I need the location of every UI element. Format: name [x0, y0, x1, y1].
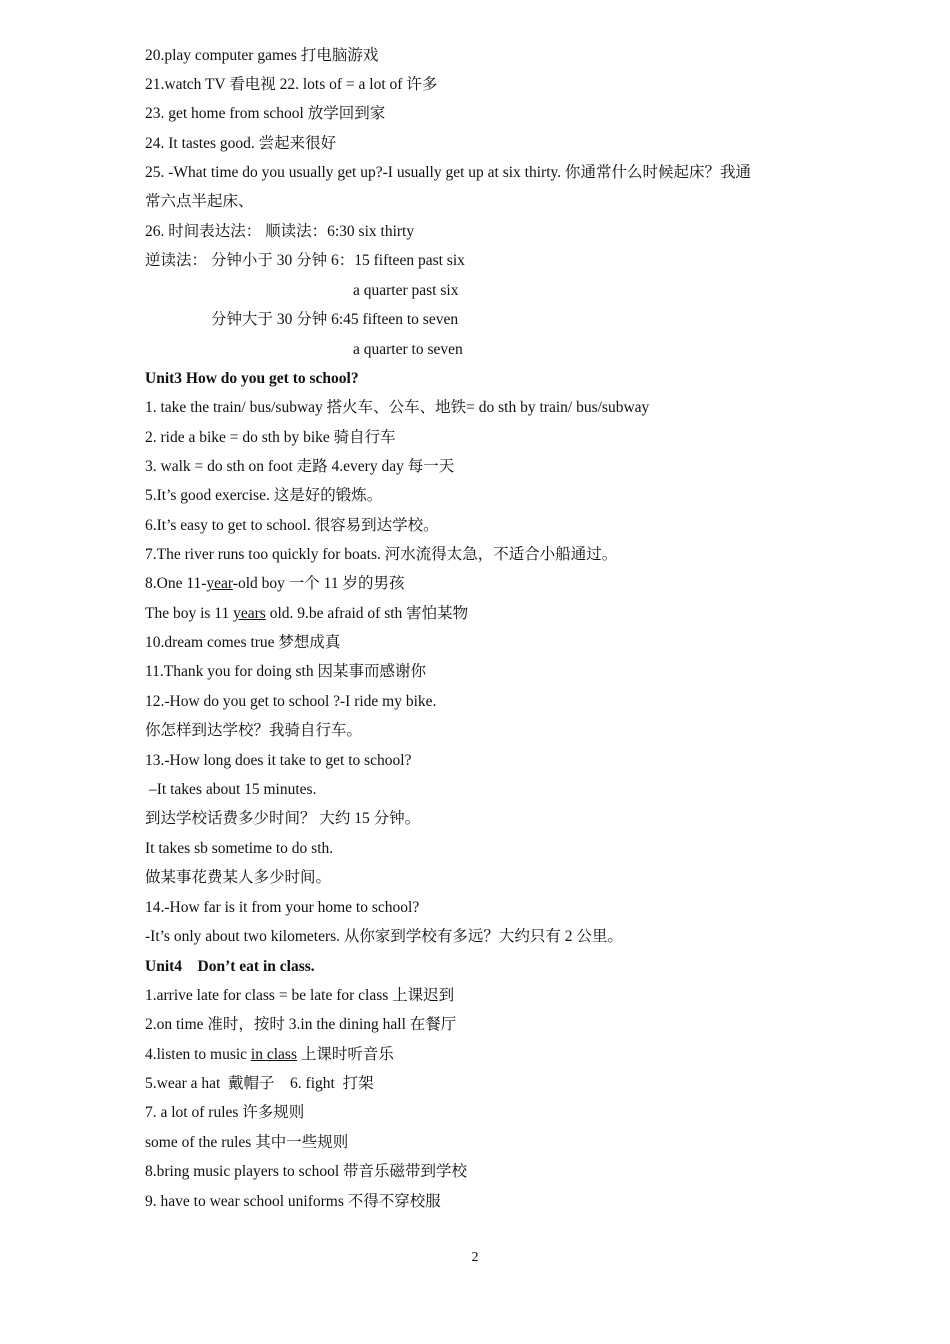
- text-segment: 4.listen to music: [145, 1046, 251, 1063]
- text-line: 常六点半起床、: [145, 193, 254, 210]
- text-line: 1.arrive late for class = be late for class 上课迟到: [145, 987, 455, 1004]
- underlined-word: in class: [250, 1046, 297, 1063]
- text-line: 做某事花费某人多少时间。: [145, 869, 332, 886]
- text-line: 8.bring music players to school 带音乐磁带到学校: [145, 1163, 468, 1180]
- text-line: 7.The river runs too quickly for boats. 河水流得太急，不适合小船通过。: [145, 546, 618, 563]
- text-line: [145, 1045, 394, 1065]
- text-line: 3. walk = do sth on foot 走路 4.every day 每一天: [145, 458, 455, 475]
- text-line: -It’s only about two kilometers. 从你家到学校有多远？大约只有 2 公里。: [145, 928, 623, 945]
- text-line: some of the rules 其中一些规则: [145, 1134, 349, 1151]
- text-line: 24. It tastes good. 尝起来很好: [145, 135, 337, 152]
- section-heading: Unit3 How do you get to school?: [145, 370, 359, 387]
- text-line: –It takes about 15 minutes.: [149, 781, 317, 798]
- text-line: It takes sb sometime to do sth.: [145, 840, 334, 857]
- text-segment: 上课时听音乐: [296, 1046, 394, 1063]
- text-line: 到达学校话费多少时间？ 大约 15 分钟。: [145, 810, 421, 827]
- text-line: 11.Thank you for doing sth 因某事而感谢你: [145, 663, 426, 680]
- text-line: 25. -What time do you usually get up?-I usually get up at six thirty. 你通常什么时候起床？我通: [145, 164, 751, 181]
- text-line: 9. have to wear school uniforms 不得不穿校服: [145, 1193, 441, 1210]
- text-line: 10.dream comes true 梦想成真: [145, 634, 341, 651]
- text-line: 5.It’s good exercise. 这是好的锻炼。: [145, 487, 383, 504]
- text-line: a quarter past six: [353, 282, 459, 299]
- text-line: 21.watch TV 看电视 22. lots of = a lot of 许多: [145, 76, 438, 93]
- text-line: a quarter to seven: [353, 341, 463, 358]
- underlined-word: year: [206, 575, 233, 592]
- text-line: 5.wear a hat 戴帽子 6. fight 打架: [145, 1075, 374, 1092]
- text-line: [145, 574, 404, 594]
- text-line: [145, 604, 468, 624]
- text-line: 7. a lot of rules 许多规则: [145, 1104, 305, 1121]
- text-line: 2. ride a bike = do sth by bike 骑自行车: [145, 429, 396, 446]
- text-line: 2.on time 准时，按时 3.in the dining hall 在餐厅: [145, 1016, 457, 1033]
- text-line: 1. take the train/ bus/subway 搭火车、公车、地铁= do sth by train/ bus/subway: [145, 399, 650, 416]
- text-line: 20.play computer games 打电脑游戏: [145, 47, 379, 64]
- text-line: 12.-How do you get to school ?-I ride my bike.: [145, 693, 437, 710]
- underlined-word: years: [233, 605, 266, 622]
- text-segment: 8.One 11-: [145, 575, 207, 592]
- text-line: 23. get home from school 放学回到家: [145, 105, 386, 122]
- text-line: 6.It’s easy to get to school. 很容易到达学校。: [145, 517, 439, 534]
- text-line: 14.-How far is it from your home to school?: [145, 899, 420, 916]
- text-segment: The boy is 11: [145, 605, 234, 622]
- text-line: 分钟大于 30 分钟 6:45 fifteen to seven: [211, 311, 459, 328]
- text-segment: old. 9.be afraid of sth 害怕某物: [265, 605, 469, 622]
- text-segment: -old boy 一个 11 岁的男孩: [232, 575, 405, 592]
- text-line: 13.-How long does it take to get to school?: [145, 752, 412, 769]
- page-number: 2: [471, 1250, 479, 1265]
- section-heading: Unit4 Don’t eat in class.: [145, 958, 315, 975]
- text-line: 你怎样到达学校？我骑自行车。: [145, 722, 363, 739]
- text-line: 逆读法： 分钟小于 30 分钟 6：15 fifteen past six: [145, 252, 465, 269]
- text-line: 26. 时间表达法： 顺读法：6:30 six thirty: [145, 223, 415, 240]
